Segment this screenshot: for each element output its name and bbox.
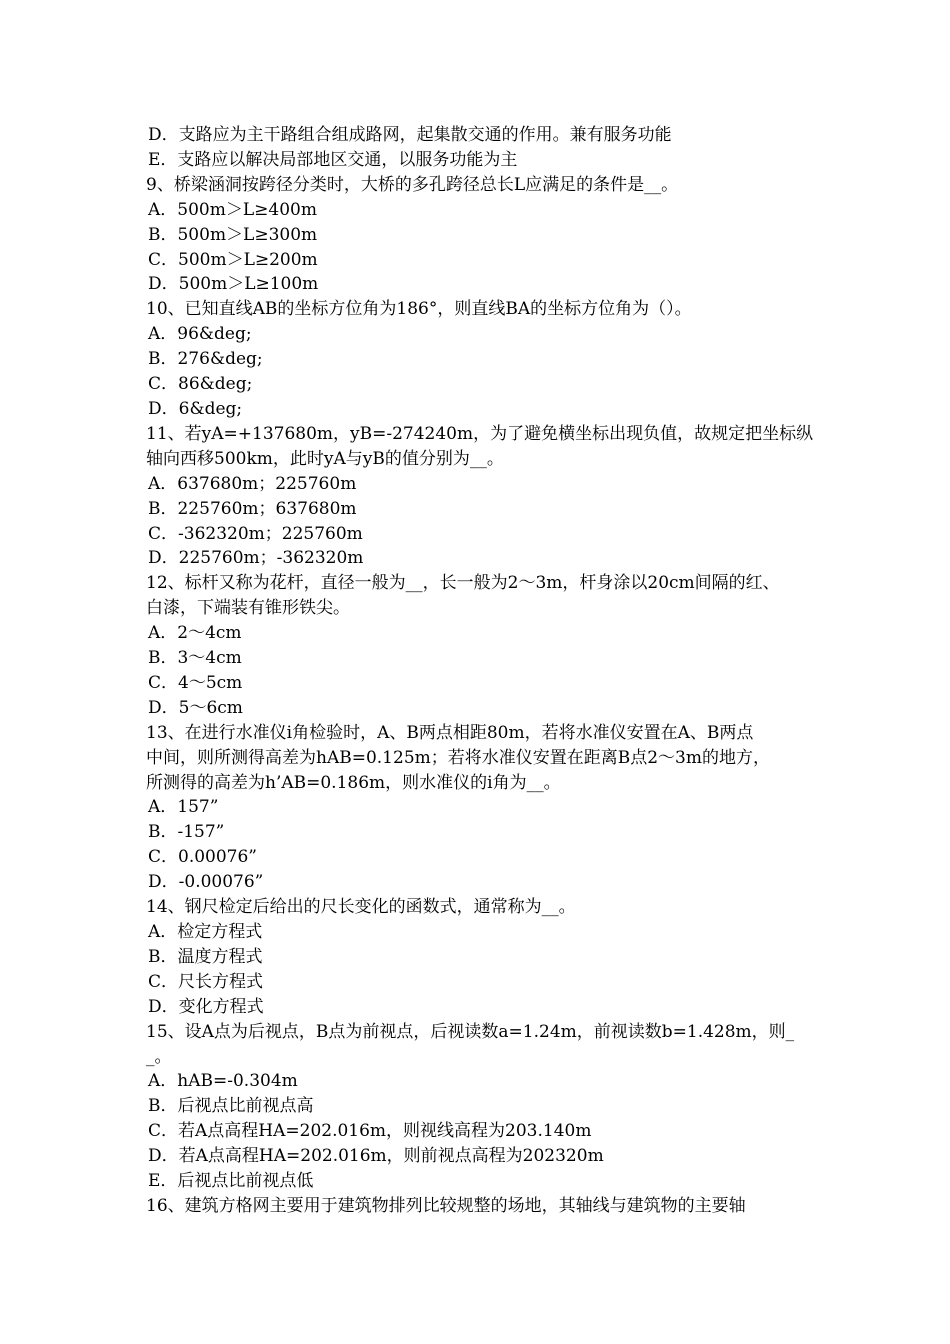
question-line: 所测得的高差为h’AB=0.186m，则水准仪的i角为__。	[146, 772, 561, 793]
option-line: A．96&deg;	[148, 324, 252, 345]
option-line: A．hAB=-0.304m	[148, 1071, 298, 1092]
option-line: B．温度方程式	[148, 946, 263, 967]
question-line: 14、钢尺检定后给出的尺长变化的函数式，通常称为__。	[146, 897, 576, 918]
question-line: 16、建筑方格网主要用于建筑物排列比较规整的场地，其轴线与建筑物的主要轴	[146, 1195, 746, 1216]
option-line: B．500m＞L≥300m	[148, 224, 318, 245]
question-line: 15、设A点为后视点，B点为前视点，后视读数a=1.24m，前视读数b=1.428m，则_	[146, 1021, 795, 1042]
question-line: 11、若yA=+137680m，yB=-274240m，为了避免横坐标出现负值，故规定把坐标纵	[146, 423, 814, 444]
option-line: D．6&deg;	[148, 398, 243, 419]
option-line: B．后视点比前视点高	[148, 1096, 314, 1117]
option-line: D．支路应为主干路组合组成路网，起集散交通的作用。兼有服务功能	[148, 125, 672, 145]
option-line: A．500m＞L≥400m	[148, 199, 317, 220]
option-line: C．4～5cm	[148, 672, 243, 693]
option-line: C．86&deg;	[148, 374, 253, 395]
option-line: D．变化方程式	[148, 996, 264, 1017]
option-line: C．若A点高程HA=202.016m，则视线高程为203.140m	[148, 1121, 592, 1142]
question-line: _。	[146, 1046, 172, 1067]
option-line: D．500m＞L≥100m	[148, 274, 319, 295]
option-line: C．-362320m；225760m	[148, 523, 363, 544]
option-line: D．225760m；-362320m	[148, 548, 364, 569]
option-line: C．尺长方程式	[148, 971, 264, 992]
question-line: 白漆，下端装有锥形铁尖。	[146, 598, 350, 619]
option-line: A．检定方程式	[148, 922, 263, 942]
option-line: A．2～4cm	[148, 623, 242, 644]
option-line: B．225760m；637680m	[148, 498, 357, 519]
question-line: 中间，则所测得高差为hAB=0.125m；若将水准仪安置在距离B点2～3m的地方，	[146, 747, 770, 768]
question-line: 12、标杆又称为花杆，直径一般为__，长一般为2～3m，杆身涂以20cm间隔的红、	[146, 573, 780, 594]
option-line: C．0.00076”	[148, 847, 257, 868]
option-line: E．后视点比前视点低	[148, 1171, 314, 1192]
option-line: A．157”	[148, 797, 219, 818]
option-line: D．5～6cm	[148, 697, 243, 718]
question-line: 10、已知直线AB的坐标方位角为186°，则直线BA的坐标方位角为（）。	[146, 299, 692, 320]
option-line: D．-0.00076”	[148, 872, 264, 893]
option-line: B．276&deg;	[148, 349, 263, 370]
document-body	[146, 123, 826, 1219]
option-line: A．637680m；225760m	[148, 473, 357, 494]
question-line: 轴向西移500km，此时yA与yB的值分别为__。	[146, 448, 504, 469]
question-line: 13、在进行水准仪i角检验时，A、B两点相距80m，若将水准仪安置在A、B两点	[146, 722, 754, 743]
option-line: B．-157”	[148, 822, 225, 843]
option-line: D．若A点高程HA=202.016m，则前视点高程为202320m	[148, 1146, 604, 1167]
question-line: 9、桥梁涵洞按跨径分类时，大桥的多孔跨径总长L应满足的条件是__。	[146, 174, 679, 195]
option-line: E．支路应以解决局部地区交通，以服务功能为主	[148, 149, 518, 170]
option-line: B．3～4cm	[148, 648, 242, 669]
option-line: C．500m＞L≥200m	[148, 249, 318, 270]
